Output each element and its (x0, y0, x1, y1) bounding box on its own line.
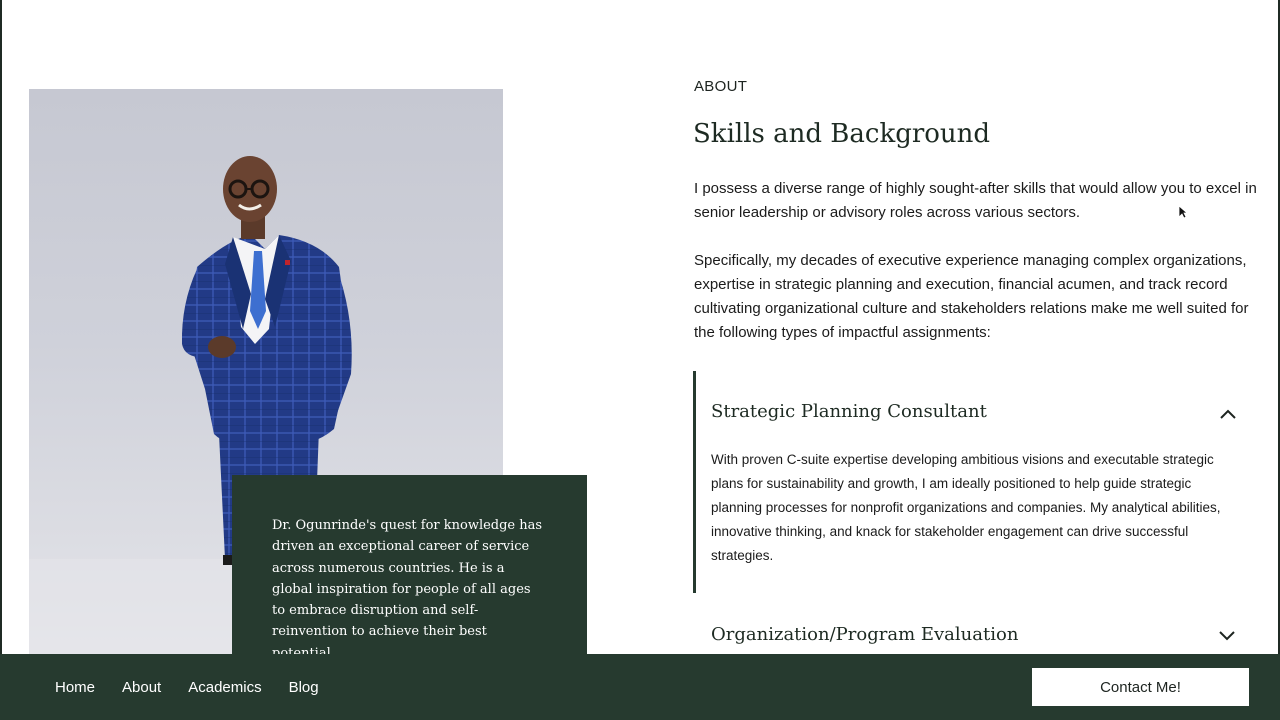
accordion-header-program-evaluation[interactable]: Organization/Program Evaluation (711, 624, 1019, 645)
contact-me-button[interactable]: Contact Me! (1032, 668, 1249, 706)
accordion-header-strategic-planning[interactable]: Strategic Planning Consultant (711, 401, 987, 422)
chevron-down-icon[interactable] (1218, 627, 1236, 645)
chevron-up-icon[interactable] (1219, 405, 1237, 423)
intro-paragraph: I possess a diverse range of highly sought-after skills that would allow you to excel in senior leadership or advisory roles across various sectors. (694, 180, 1257, 221)
nav-link-about[interactable]: About (122, 678, 162, 696)
quote-text: Dr. Ogunrinde's quest for knowledge has driven an exceptional career of service across numerous countries. He is a global inspiration for people of all ages to embrace disruption and self-reinvention to achieve their best (272, 518, 543, 640)
section-eyebrow: ABOUT (694, 78, 748, 95)
frame-edge-left (0, 0, 2, 720)
mouse-cursor-icon (1178, 205, 1188, 219)
detail-paragraph: Specifically, my decades of executive experience managing complex organizations, expertise in strategic planning and execution, financial acumen, and track record cultivating organizational culture and stakeholders relations make me well suited for the following types of impactful assignments: (694, 252, 1249, 341)
accordion-item-program-evaluation (693, 610, 1260, 654)
accordion-body-strategic-planning: With proven C-suite expertise developing ambitious visions and executable strategic plans for sustainability and growth, I am ideally positioned to help guide strategic planning processes for nonprofit organizations and companies. My analytical abilities, innovative thinking, and knack for stakeholder engagement can drive successful strategies. (711, 452, 1221, 563)
nav-link-home[interactable]: Home (55, 678, 96, 696)
page-title: Skills and Background (693, 119, 991, 149)
quote-card (232, 475, 587, 654)
footer-nav-bar (0, 654, 1280, 720)
footer-nav (55, 654, 319, 720)
accordion-item-strategic-planning (693, 371, 1260, 593)
nav-link-blog[interactable]: Blog (288, 678, 319, 696)
nav-link-academics[interactable]: Academics (188, 678, 262, 696)
